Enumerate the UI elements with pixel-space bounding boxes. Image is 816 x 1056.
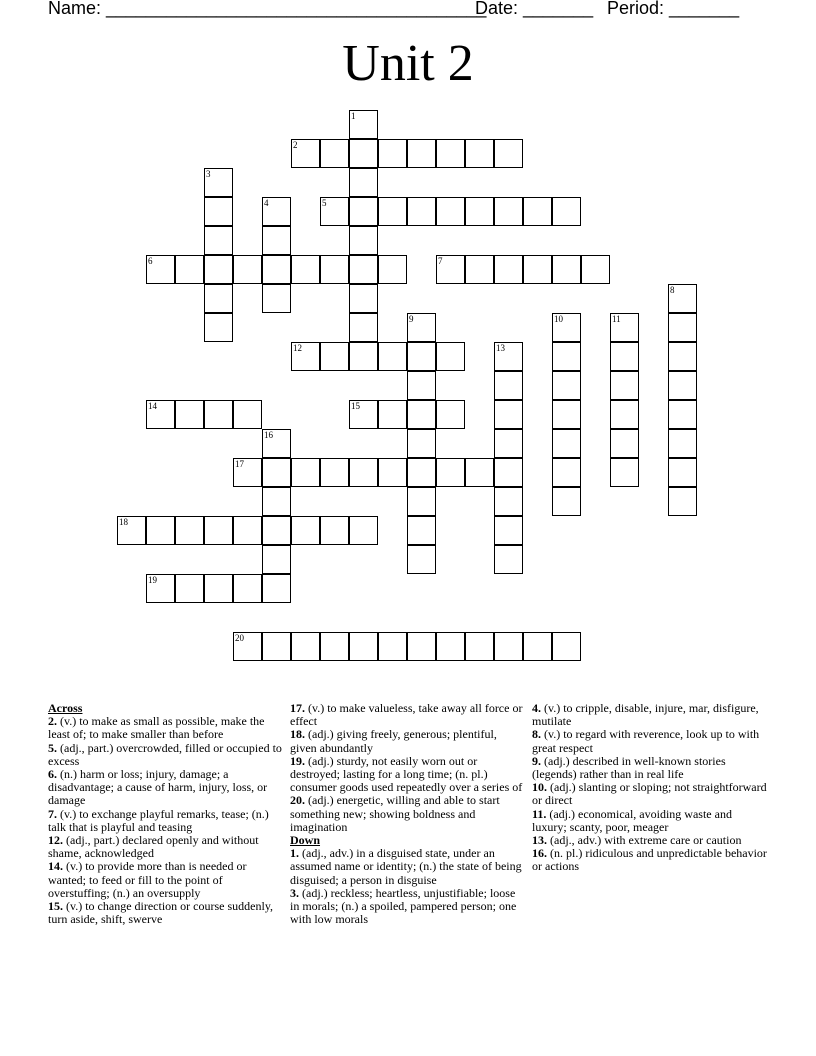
grid-cell[interactable] bbox=[494, 545, 523, 574]
date-field-label: Date: _______ bbox=[475, 0, 594, 18]
grid-cell[interactable] bbox=[175, 574, 204, 603]
down-clue-list-1 bbox=[290, 847, 526, 926]
grid-cell[interactable] bbox=[523, 632, 552, 661]
grid-cell[interactable] bbox=[204, 255, 233, 284]
clue-number-9: 9 bbox=[409, 314, 414, 324]
grid-cell[interactable] bbox=[320, 255, 349, 284]
grid-cell[interactable] bbox=[349, 197, 378, 226]
clue-number-7: 7 bbox=[438, 256, 443, 266]
clue-11 bbox=[532, 808, 768, 834]
grid-cell[interactable] bbox=[204, 284, 233, 313]
grid-cell[interactable] bbox=[465, 255, 494, 284]
grid-cell[interactable] bbox=[349, 255, 378, 284]
clue-number: 10. bbox=[532, 780, 547, 795]
grid-cell[interactable] bbox=[523, 255, 552, 284]
grid-cell[interactable] bbox=[552, 429, 581, 458]
clue-text: (adj.) described in well-known stories (legends) rather than in real life bbox=[532, 753, 726, 782]
clue-number: 12. bbox=[48, 833, 63, 848]
period-field-label: Period: _______ bbox=[607, 0, 740, 18]
grid-cell[interactable] bbox=[233, 400, 262, 429]
clue-text: (adj.) giving freely, generous; plentiful, given abundantly bbox=[290, 727, 497, 755]
grid-cell[interactable] bbox=[175, 400, 204, 429]
grid-cell[interactable] bbox=[291, 255, 320, 284]
grid-cell[interactable] bbox=[320, 139, 349, 168]
grid-cell[interactable] bbox=[233, 255, 262, 284]
grid-cell[interactable] bbox=[262, 574, 291, 603]
clue-number: 5. bbox=[48, 740, 57, 755]
clue-12 bbox=[48, 834, 284, 860]
clue-number: 17. bbox=[290, 701, 305, 715]
grid-cell[interactable] bbox=[349, 226, 378, 255]
clue-text: (n.) harm or loss; injury, damage; a disadvantage; a cause of harm, injury, loss, or damage bbox=[48, 767, 268, 808]
down-clue-list-2 bbox=[532, 702, 768, 874]
grid-cell[interactable] bbox=[494, 429, 523, 458]
grid-cell[interactable] bbox=[465, 458, 494, 487]
clue-number-6: 6 bbox=[148, 256, 153, 266]
clue-14 bbox=[48, 860, 284, 900]
grid-cell[interactable] bbox=[407, 429, 436, 458]
clue-19 bbox=[290, 755, 526, 795]
clue-text: (v.) to make as small as possible, make the least of; to make smaller than before bbox=[48, 714, 265, 742]
clue-number: 15. bbox=[48, 899, 63, 914]
clue-number-5: 5 bbox=[322, 198, 327, 208]
clue-number: 4. bbox=[532, 701, 541, 715]
grid-cell[interactable] bbox=[494, 371, 523, 400]
clue-text: (v.) to change direction or course suddenly, turn aside, shift, swerve bbox=[48, 899, 274, 927]
clue-number: 16. bbox=[532, 846, 547, 861]
clue-9 bbox=[532, 755, 768, 781]
clue-number-14: 14 bbox=[148, 401, 157, 411]
clue-number-20: 20 bbox=[235, 633, 244, 643]
clue-text: (n. pl.) ridiculous and unpredictable behavior or actions bbox=[532, 846, 767, 874]
clue-number-8: 8 bbox=[670, 285, 675, 295]
grid-cell[interactable] bbox=[407, 458, 436, 487]
grid-cell[interactable] bbox=[552, 342, 581, 371]
grid-cell[interactable] bbox=[407, 342, 436, 371]
clue-number-16: 16 bbox=[264, 430, 273, 440]
down-heading: Down bbox=[290, 833, 321, 848]
clue-4 bbox=[532, 702, 768, 728]
grid-cell[interactable] bbox=[291, 632, 320, 661]
clue-number: 3. bbox=[290, 885, 299, 900]
grid-cell[interactable] bbox=[320, 632, 349, 661]
clue-text: (v.) to make valueless, take away all force or effect bbox=[290, 701, 523, 729]
grid-cell[interactable] bbox=[378, 458, 407, 487]
clue-text: (adj., part.) overcrowded, filled or occupied to excess bbox=[48, 740, 282, 768]
grid-cell[interactable] bbox=[436, 632, 465, 661]
grid-cell[interactable] bbox=[494, 197, 523, 226]
clue-number-17: 17 bbox=[235, 459, 244, 469]
clue-15 bbox=[48, 900, 284, 926]
name-field-label: Name: ______________________________________ bbox=[48, 0, 487, 18]
clue-5 bbox=[48, 742, 284, 768]
clue-text: (v.) to provide more than is needed or wanted; to feed or fill to the point of overstuffing; (n.) an oversupply bbox=[48, 859, 247, 900]
grid-cell[interactable] bbox=[146, 516, 175, 545]
clue-number: 13. bbox=[532, 833, 547, 848]
grid-cell[interactable] bbox=[668, 371, 697, 400]
clue-text: (adj., adv.) in a disguised state, under an assumed name or identity; (n.) the state of being disguised; a person in disguise bbox=[290, 846, 522, 887]
clue-number-13: 13 bbox=[496, 343, 505, 353]
grid-cell[interactable] bbox=[233, 516, 262, 545]
clue-text: (adj.) slanting or sloping; not straightforward or direct bbox=[532, 780, 767, 808]
grid-cell[interactable] bbox=[494, 400, 523, 429]
clue-text: (v.) to cripple, disable, injure, mar, disfigure, mutilate bbox=[532, 701, 759, 729]
grid-cell[interactable] bbox=[494, 255, 523, 284]
clue-7 bbox=[48, 808, 284, 834]
clue-text: (adj.) economical, avoiding waste and luxury; scanty, poor, meager bbox=[532, 806, 732, 834]
clue-column-3 bbox=[532, 702, 768, 874]
grid-cell[interactable] bbox=[668, 487, 697, 516]
clue-10 bbox=[532, 781, 768, 807]
grid-cell[interactable] bbox=[407, 400, 436, 429]
grid-cell[interactable] bbox=[494, 632, 523, 661]
grid-cell[interactable] bbox=[610, 371, 639, 400]
grid-cell[interactable] bbox=[465, 632, 494, 661]
grid-cell[interactable] bbox=[175, 255, 204, 284]
grid-cell[interactable] bbox=[378, 342, 407, 371]
clue-text: (adj., part.) declared openly and without shame, acknowledged bbox=[48, 833, 259, 861]
grid-cell[interactable] bbox=[523, 197, 552, 226]
clue-number: 9. bbox=[532, 753, 541, 768]
grid-cell[interactable] bbox=[291, 516, 320, 545]
grid-cell[interactable] bbox=[262, 458, 291, 487]
clue-3 bbox=[290, 887, 526, 927]
clue-number: 8. bbox=[532, 727, 541, 742]
clue-text: (v.) to regard with reverence, look up to with great respect bbox=[532, 727, 760, 755]
grid-cell[interactable] bbox=[494, 516, 523, 545]
grid-cell[interactable] bbox=[494, 139, 523, 168]
grid-cell[interactable] bbox=[262, 516, 291, 545]
grid-cell[interactable] bbox=[436, 197, 465, 226]
grid-cell[interactable] bbox=[175, 516, 204, 545]
grid-cell[interactable] bbox=[262, 487, 291, 516]
grid-cell[interactable] bbox=[349, 342, 378, 371]
grid-cell[interactable] bbox=[552, 371, 581, 400]
grid-cell[interactable] bbox=[465, 197, 494, 226]
grid-cell[interactable] bbox=[233, 574, 262, 603]
grid-cell[interactable] bbox=[378, 139, 407, 168]
clue-number: 6. bbox=[48, 767, 57, 782]
grid-cell[interactable] bbox=[204, 313, 233, 342]
grid-cell[interactable] bbox=[436, 400, 465, 429]
clue-17 bbox=[290, 702, 526, 728]
clue-number: 1. bbox=[290, 846, 299, 861]
clue-2 bbox=[48, 715, 284, 741]
grid-cell[interactable] bbox=[407, 545, 436, 574]
across-heading: Across bbox=[48, 701, 83, 715]
clue-18 bbox=[290, 728, 526, 754]
grid-cell[interactable] bbox=[610, 342, 639, 371]
grid-cell[interactable] bbox=[668, 342, 697, 371]
clue-16 bbox=[532, 847, 768, 873]
grid-cell[interactable] bbox=[262, 284, 291, 313]
clue-number: 2. bbox=[48, 714, 57, 729]
clue-number: 7. bbox=[48, 806, 57, 821]
grid-cell[interactable] bbox=[407, 197, 436, 226]
grid-cell[interactable] bbox=[349, 284, 378, 313]
grid-cell[interactable] bbox=[378, 400, 407, 429]
grid-cell[interactable] bbox=[378, 632, 407, 661]
page-title: Unit 2 bbox=[342, 35, 474, 92]
grid-cell[interactable] bbox=[610, 429, 639, 458]
clue-text: (adj.) sturdy, not easily worn out or destroyed; lasting for a long time; (n. pl.) consumer goods used repeatedly over a series of bbox=[290, 753, 523, 795]
grid-cell[interactable] bbox=[494, 458, 523, 487]
grid-cell[interactable] bbox=[320, 342, 349, 371]
across-clue-list-2 bbox=[290, 702, 526, 834]
clue-text: (adj.) reckless; heartless, unjustifiable; loose in morals; (n.) a spoiled, pampered person; one with low morals bbox=[290, 885, 517, 927]
grid-cell[interactable] bbox=[349, 516, 378, 545]
grid-cell[interactable] bbox=[291, 458, 320, 487]
clue-number-18: 18 bbox=[119, 517, 128, 527]
grid-cell[interactable] bbox=[552, 487, 581, 516]
grid-cell[interactable] bbox=[204, 197, 233, 226]
clue-8 bbox=[532, 728, 768, 754]
clue-number-19: 19 bbox=[148, 575, 157, 585]
grid-cell[interactable] bbox=[552, 255, 581, 284]
grid-cell[interactable] bbox=[349, 632, 378, 661]
clue-number-11: 11 bbox=[612, 314, 621, 324]
grid-cell[interactable] bbox=[465, 139, 494, 168]
clue-number-3: 3 bbox=[206, 169, 211, 179]
grid-cell[interactable] bbox=[668, 400, 697, 429]
grid-cell[interactable] bbox=[552, 400, 581, 429]
clue-20 bbox=[290, 794, 526, 834]
clue-number: 19. bbox=[290, 753, 305, 768]
grid-cell[interactable] bbox=[668, 429, 697, 458]
clue-text: (adj.) energetic, willing and able to start something new; showing boldness and imagination bbox=[290, 793, 500, 834]
clue-number-4: 4 bbox=[264, 198, 269, 208]
grid-cell[interactable] bbox=[378, 197, 407, 226]
grid-cell[interactable] bbox=[552, 458, 581, 487]
grid-cell[interactable] bbox=[204, 516, 233, 545]
clue-number-2: 2 bbox=[293, 140, 298, 150]
clue-text: (v.) to exchange playful remarks, tease; (n.) talk that is playful and teasing bbox=[48, 806, 269, 834]
grid-cell[interactable] bbox=[407, 139, 436, 168]
grid-cell[interactable] bbox=[262, 632, 291, 661]
grid-cell[interactable] bbox=[262, 255, 291, 284]
grid-cell[interactable] bbox=[668, 458, 697, 487]
grid-cell[interactable] bbox=[262, 226, 291, 255]
grid-cell[interactable] bbox=[407, 632, 436, 661]
clue-column-1 bbox=[48, 702, 284, 926]
grid-cell[interactable] bbox=[610, 400, 639, 429]
across-clue-list-1 bbox=[48, 715, 284, 926]
grid-cell[interactable] bbox=[204, 574, 233, 603]
clue-6 bbox=[48, 768, 284, 808]
grid-cell[interactable] bbox=[378, 255, 407, 284]
clue-number: 11. bbox=[532, 806, 547, 821]
grid-cell[interactable] bbox=[668, 313, 697, 342]
grid-cell[interactable] bbox=[494, 487, 523, 516]
clue-number: 20. bbox=[290, 793, 305, 808]
grid-cell[interactable] bbox=[349, 168, 378, 197]
grid-cell[interactable] bbox=[407, 487, 436, 516]
grid-cell[interactable] bbox=[436, 342, 465, 371]
clue-number-10: 10 bbox=[554, 314, 563, 324]
grid-cell[interactable] bbox=[581, 255, 610, 284]
grid-cell[interactable] bbox=[552, 197, 581, 226]
grid-cell[interactable] bbox=[320, 458, 349, 487]
grid-cell[interactable] bbox=[436, 139, 465, 168]
grid-cell[interactable] bbox=[320, 516, 349, 545]
grid-cell[interactable] bbox=[349, 139, 378, 168]
grid-cell[interactable] bbox=[407, 371, 436, 400]
grid-cell[interactable] bbox=[610, 458, 639, 487]
clue-number: 18. bbox=[290, 727, 305, 742]
clue-number: 14. bbox=[48, 859, 63, 874]
grid-cell[interactable] bbox=[262, 545, 291, 574]
grid-cell[interactable] bbox=[552, 632, 581, 661]
grid-cell[interactable] bbox=[407, 516, 436, 545]
clue-number-1: 1 bbox=[351, 111, 356, 121]
grid-cell[interactable] bbox=[204, 400, 233, 429]
clue-text: (adj., adv.) with extreme care or caution bbox=[547, 833, 742, 848]
grid-cell[interactable] bbox=[204, 226, 233, 255]
clue-column-2 bbox=[290, 702, 526, 926]
grid-cell[interactable] bbox=[349, 313, 378, 342]
grid-cell[interactable] bbox=[349, 458, 378, 487]
clue-number-15: 15 bbox=[351, 401, 360, 411]
grid-cell[interactable] bbox=[436, 458, 465, 487]
clue-number-12: 12 bbox=[293, 343, 302, 353]
clue-1 bbox=[290, 847, 526, 887]
